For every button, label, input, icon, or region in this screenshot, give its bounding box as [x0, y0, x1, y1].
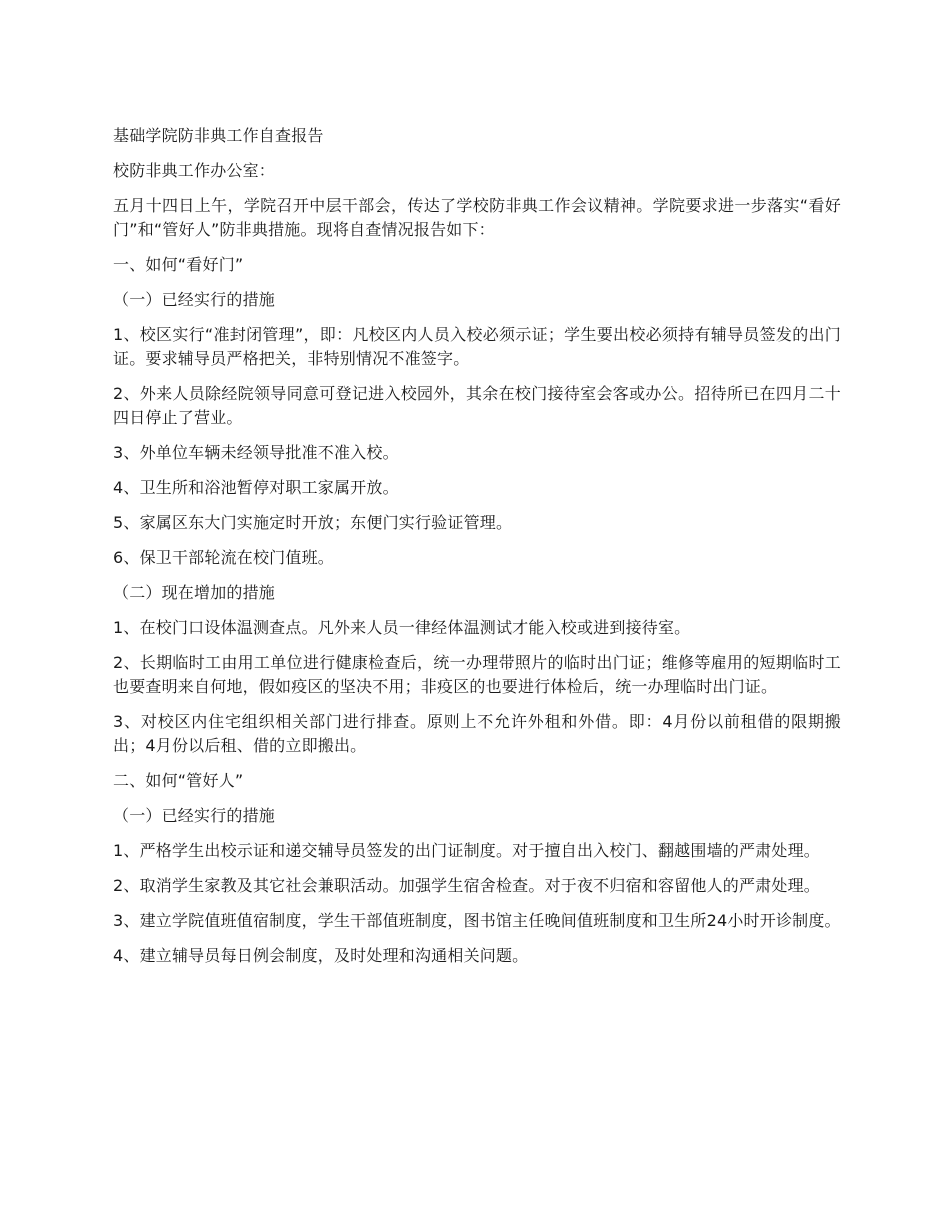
intro-paragraph: 五月十四日上午，学院召开中层干部会，传达了学校防非典工作会议精神。学院要求进一步落实“看好门”和“管好人”防非典措施。现将自查情况报告如下： [113, 196, 841, 239]
document-body [113, 124, 841, 979]
subsection-heading: （二）现在增加的措施 [113, 583, 276, 602]
list-item: 2、外来人员除经院领导同意可登记进入校园外，其余在校门接待室会客或办公。招待所已在四月二十四日停止了营业。 [113, 384, 841, 427]
list-item: 2、取消学生家教及其它社会兼职活动。加强学生宿舍检查。对于夜不归宿和容留他人的严肃处理。 [113, 876, 820, 895]
list-item: 6、保卫干部轮流在校门值班。 [113, 548, 334, 567]
list-item: 1、严格学生出校示证和递交辅导员签发的出门证制度。对于擅自出入校门、翻越围墙的严肃处理。 [113, 841, 820, 860]
list-item: 3、对校区内住宅组织相关部门进行排查。原则上不允许外租和外借。即：4月份以前租借的限期搬出；4月份以后租、借的立即搬出。 [113, 712, 841, 755]
section-heading-2: 二、如何“管好人” [113, 771, 244, 790]
list-item: 5、家属区东大门实施定时开放；东便门实行验证管理。 [113, 513, 513, 532]
section-heading-1: 一、如何“看好门” [113, 255, 244, 274]
document-title: 基础学院防非典工作自查报告 [113, 126, 324, 145]
recipient-line: 校防非典工作办公室： [113, 161, 276, 180]
list-item: 3、建立学院值班值宿制度，学生干部值班制度，图书馆主任晚间值班制度和卫生所24小时开诊制度。 [113, 911, 841, 930]
list-item: 1、在校门口设体温测查点。凡外来人员一律经体温测试才能入校或进到接待室。 [113, 618, 691, 637]
list-item: 3、外单位车辆未经领导批准不准入校。 [113, 443, 399, 462]
list-item: 2、长期临时工由用工单位进行健康检查后，统一办理带照片的临时出门证；维修等雇用的短期临时工也要查明来自何地，假如疫区的坚决不用；非疫区的也要进行体检后，统一办理临时出门证。 [113, 653, 841, 696]
subsection-heading: （一）已经实行的措施 [113, 290, 276, 309]
list-item: 4、卫生所和浴池暂停对职工家属开放。 [113, 478, 399, 497]
list-item: 4、建立辅导员每日例会制度，及时处理和沟通相关问题。 [113, 946, 529, 965]
subsection-heading: （一）已经实行的措施 [113, 806, 276, 825]
list-item: 1、校区实行“准封闭管理”，即：凡校区内人员入校必须示证；学生要出校必须持有辅导员签发的出门证。要求辅导员严格把关，非特别情况不准签字。 [113, 325, 841, 368]
